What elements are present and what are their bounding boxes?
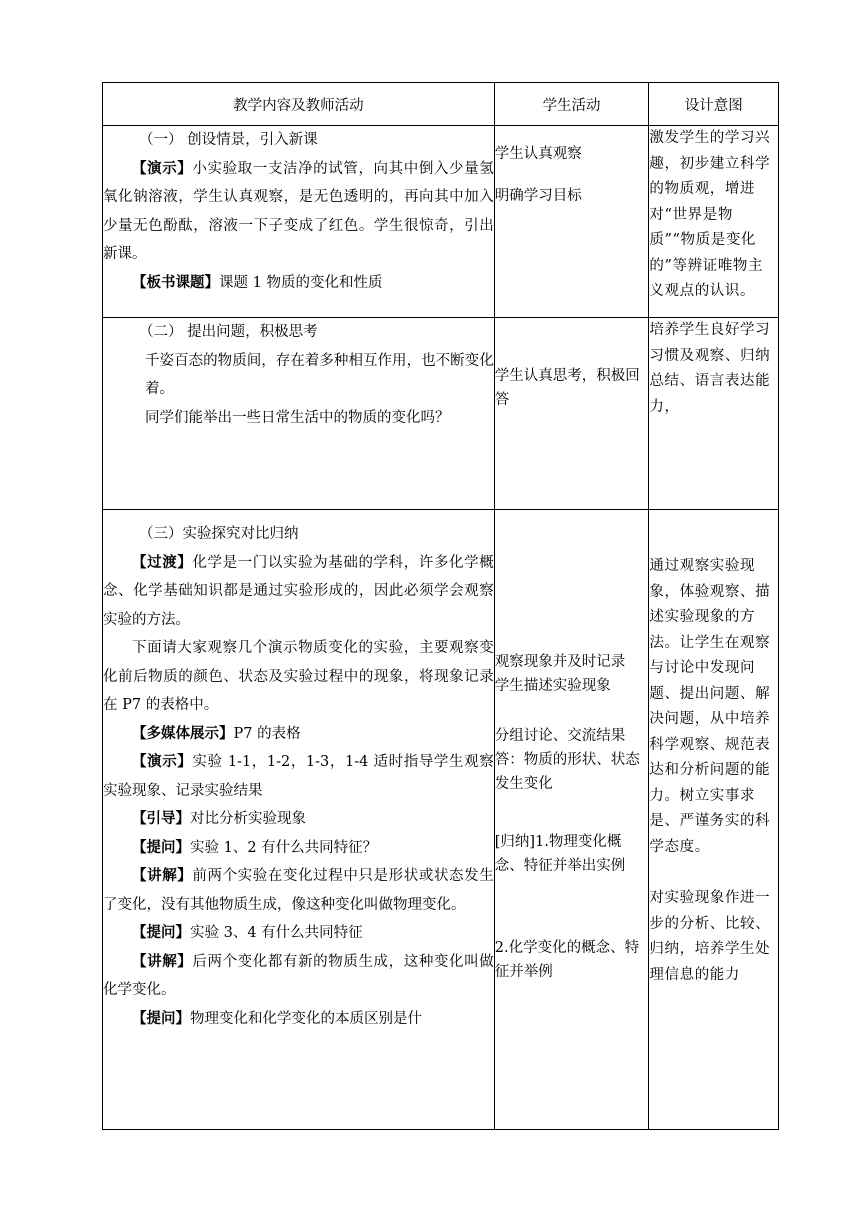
student-activity: 学生认真观察 [494,146,582,162]
design-intent: 对实验现象作进一步的分析、比较、归纳，培养学生处理信息的能力 [649,890,771,983]
table-header-row [103,83,779,126]
student-cell-1 [494,126,649,318]
teacher-cell-1 [103,126,495,318]
student-activity: 2.化学变化的概念、特征并举例 [494,940,640,980]
table-row [103,318,779,510]
guide-text: 对比分析实验现象 [190,811,306,827]
table-row [103,126,779,318]
intent-cell-3 [649,510,779,1130]
header-design-intent: 设计意图 [649,83,779,126]
tag-demo: 【演示】 [132,159,193,177]
explain-text: 后两个变化都有新的物质生成，这种变化叫做化学变化。 [103,953,494,998]
board-text: 课题 1 物质的变化和性质 [219,274,383,291]
design-intent: 通过观察实验现象，体验观察、描述实验现象的方法。让学生在观察与讨论中发现问题、提出问题、解决问题，从中培养科学观察、规范表达和分析问题的能力。树立实事求是、严谨务实的科学态度。 [649,558,771,855]
intent-cell-1 [649,126,779,318]
tag-question: 【提问】 [132,924,190,941]
student-activity: 学生认真思考，积极回答 [494,368,640,408]
question-text: 物理变化和化学变化的本质区别是什 [190,1010,422,1027]
demo-text: 实验 1-1，1-2，1-3，1-4 适时指导学生观察实验现象、记录实验结果 [103,754,494,799]
lesson-plan-table [102,82,779,1130]
observe-text: 下面请大家观察几个演示物质变化的实验，主要观察变化前后物质的颜色、状态及实验过程中的现象，将现象记录在 P7 的表格中。 [103,640,494,713]
explain-text: 前两个实验在变化过程中只是形状或状态发生了变化，没有其他物质生成，像这种变化叫做物理变化。 [103,868,494,913]
student-activity: 明确学习目标 [494,188,582,204]
student-cell-2 [494,318,649,510]
tag-board: 【板书课题】 [132,273,219,291]
teacher-cell-3 [103,510,495,1130]
tag-explain: 【讲解】 [132,952,193,970]
question-text: 实验 3、4 有什么共同特征 [190,925,363,941]
design-intent: 培养学生良好学习习惯及观察、归纳总结、语言表达能力， [649,322,771,415]
tag-media: 【多媒体展示】 [132,724,234,742]
student-activity: 学生描述实验现象 [494,678,611,694]
tag-transition: 【过渡】 [132,553,193,571]
question-text: 实验 1、2 有什么共同特征？ [190,839,378,856]
tag-guide: 【引导】 [132,810,190,827]
student-activity: 观察现象并及时记录 [494,654,626,670]
transition-text: 化学是一门以实验为基础的学科，许多化学概念、化学基础知识都是通过实验形成的，因此必须学会观察实验的方法。 [103,554,494,628]
intent-cell-2 [649,318,779,510]
student-activity: [归纳]1.物理变化概念、特征并举出实例 [494,834,626,874]
section-heading: （一） 创设情景，引入新课 [139,132,318,148]
section-heading: （三）实验探究对比归纳 [139,526,299,542]
student-cell-3 [494,510,649,1130]
teacher-cell-2 [103,318,495,510]
paragraph: 千姿百态的物质间，存在着多种相互作用，也不断变化着。 [145,352,494,397]
tag-demo: 【演示】 [132,753,193,770]
section-heading: （二） 提出问题，积极思考 [139,324,318,340]
demo-text: 小实验取一支洁净的试管，向其中倒入少量氢氧化钠溶液，学生认真观察，是无色透明的，再向其中加入少量无色酚酞，溶液一下子变成了红色。学生很惊奇，引出新课。 [103,160,494,262]
tag-question: 【提问】 [132,1009,190,1027]
media-text: P7 的表格 [233,725,301,742]
design-intent: 激发学生的学习兴趣，初步建立科学的物质观，增进对“世界是物质”“物质是变化的”等辨证唯物主义观点的认识。 [649,130,771,299]
student-activity: 分组讨论、交流结果答：物质的形状、状态发生变化 [494,728,640,792]
paragraph: 同学们能举出一些日常生活中的物质的变化吗？ [145,409,450,426]
header-teacher-activity: 教学内容及教师活动 [103,83,495,126]
tag-explain: 【讲解】 [132,867,193,884]
header-student-activity: 学生活动 [494,83,649,126]
table-row [103,510,779,1130]
tag-question: 【提问】 [132,838,190,856]
